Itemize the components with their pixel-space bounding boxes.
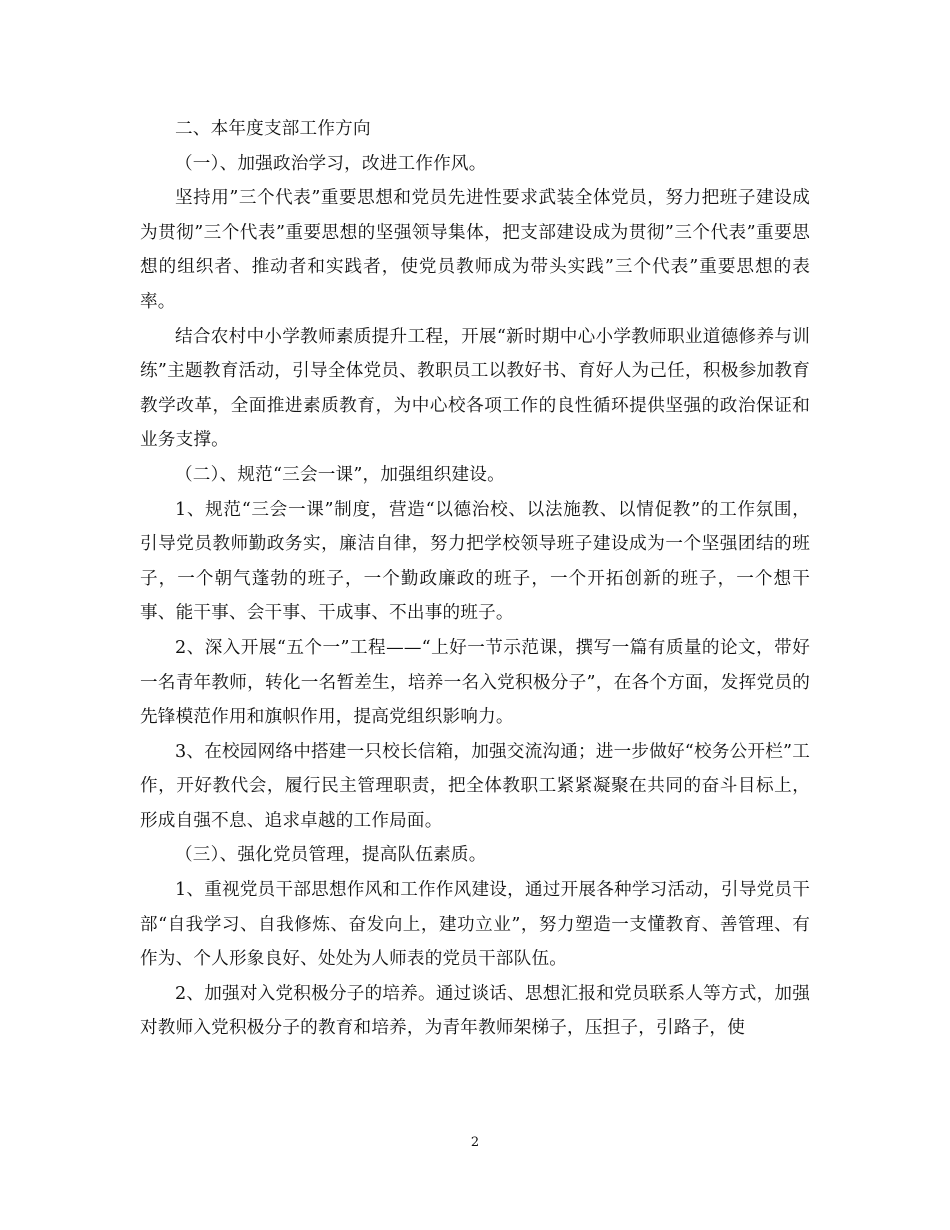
- body-paragraph: 1、规范“三会一课”制度，营造“以德治校、以法施教、以情促教”的工作氛围，引导党员教师勤政务实，廉洁自律，努力把学校领导班子建设成为一个坚强团结的班子，一个朝气蓬勃的班子，一个勤政廉政的班子，一个开拓创新的班子，一个想干事、能干事、会干事、干成事、不出事的班子。: [140, 499, 810, 624]
- page-number: 2: [470, 1135, 480, 1150]
- body-paragraph: 2、加强对入党积极分子的培养。通过谈话、思想汇报和党员联系人等方式，加强对教师入党积极分子的教育和培养，为青年教师架梯子，压担子，引路子，使: [140, 983, 810, 1039]
- body-paragraph: 2、深入开展“五个一”工程——“上好一节示范课，撰写一篇有质量的论文，带好一名青年教师，转化一名暂差生，培养一名入党积极分子”，在各个方面，发挥党员的先锋模范作用和旗帜作用，提高党组织影响力。: [140, 637, 810, 728]
- body-paragraph: 1、重视党员干部思想作风和工作作风建设，通过开展各种学习活动，引导党员干部“自我学习、自我修炼、奋发向上，建功立业”，努力塑造一支懂教育、善管理、有作为、个人形象良好、处处为人师表的党员干部队伍。: [140, 880, 810, 970]
- body-paragraph: 结合农村中小学教师素质提升工程，开展“新时期中心小学教师职业道德修养与训练”主题教育活动，引导全体党员、教职员工以教好书、育好人为己任，积极参加教育教学改革，全面推进素质教育，为中心校各项工作的良性循环提供坚强的政治保证和业务支撑。: [140, 326, 810, 451]
- subsection-heading: （一）、加强政治学习，改进工作作风。: [175, 153, 487, 174]
- subsection-heading: （二）、规范“三会一课”，加强组织建设。: [175, 464, 505, 485]
- body-paragraph: 3、在校园网络中搭建一只校长信箱，加强交流沟通；进一步做好“校务公开栏”工作，开好教代会，履行民主管理职责，把全体教职工紧紧凝聚在共同的奋斗目标上，形成自强不息、追求卓越的工作局面。: [140, 741, 810, 831]
- subsection-heading: （三）、强化党员管理，提高队伍素质。: [175, 845, 487, 866]
- body-paragraph: 坚持用”三个代表”重要思想和党员先进性要求武装全体党员，努力把班子建设成为贯彻”三个代表”重要思想的坚强领导集体，把支部建设成为贯彻”三个代表”重要思想的组织者、推动者和实践者，使党员教师成为带头实践”三个代表”重要思想的表率。: [140, 188, 810, 312]
- document-body: [140, 112, 810, 1046]
- section-heading: 二、本年度支部工作方向: [175, 119, 371, 139]
